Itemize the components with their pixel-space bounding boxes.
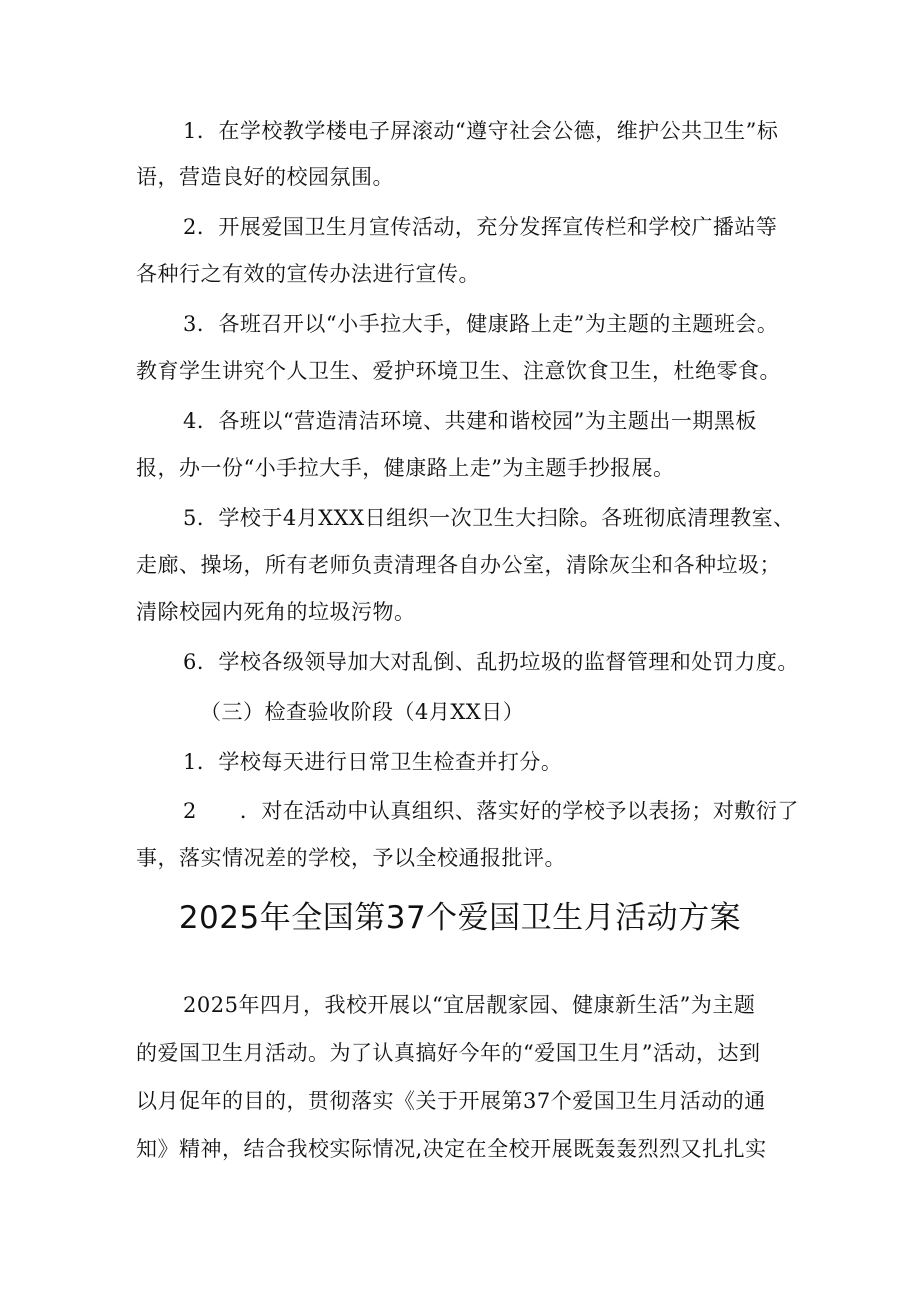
intro-line-3: 以月促年的目的，贯彻落实《关于开展第37个爱国卫生月活动的通 xyxy=(136,1089,766,1113)
check-item-2-line-2: 事，落实情况差的学校，予以全校通报批评。 xyxy=(136,846,566,870)
intro-line-1: 2025年四月，我校开展以“宜居靓家园、健康新生活”为主题 xyxy=(183,993,756,1017)
item-3-line-1: 3．各班召开以“小手拉大手，健康路上走”为主题的主题班会。 xyxy=(183,312,779,336)
item-1-line-2: 语，营造良好的校园氛围。 xyxy=(136,165,394,189)
document-title: 2025年全国第37个爱国卫生月活动方案 xyxy=(178,900,742,936)
item-5-line-3: 清除校园内死角的垃圾污物。 xyxy=(136,600,416,624)
item-5-line-1: 5．学校于4月XXX日组织一次卫生大扫除。各班彻底清理教室、 xyxy=(183,506,795,530)
item-2-line-1: 2．开展爱国卫生月宣传活动，充分发挥宣传栏和学校广播站等 xyxy=(183,215,778,239)
item-4-line-1: 4．各班以“营造清洁环境、共建和谐校园”为主题出一期黑板 xyxy=(183,409,757,433)
check-item-2-line-1: 2 ．对在活动中认真组织、落实好的学校予以表扬；对敷衍了 xyxy=(183,799,799,823)
item-6-line-1: 6．学校各级领导加大对乱倒、乱扔垃圾的监督管理和处罚力度。 xyxy=(183,650,799,674)
item-4-line-2: 报，办一份“小手拉大手，健康路上走”为主题手抄报展。 xyxy=(136,456,675,480)
item-1-line-1: 1．在学校教学楼电子屏滚动“遵守社会公德，维护公共卫生”标 xyxy=(183,119,779,143)
item-5-line-2: 走廊、操场，所有老师负责清理各自办公室，清除灰尘和各种垃圾； xyxy=(136,553,781,577)
intro-line-4: 知》精神，结合我校实际情况,决定在全校开展既轰轰烈烈又扎扎实 xyxy=(136,1137,767,1161)
check-item-1: 1．学校每天进行日常卫生检查并打分。 xyxy=(183,750,563,774)
item-2-line-2: 各种行之有效的宣传办法进行宣传。 xyxy=(136,262,480,286)
intro-line-2: 的爱国卫生月活动。为了认真搞好今年的“爱国卫生月”活动，达到 xyxy=(136,1041,761,1065)
item-3-line-2: 教育学生讲究个人卫生、爱护环境卫生、注意饮食卫生，杜绝零食。 xyxy=(136,359,781,383)
section-heading: （三）检查验收阶段（4月XX日） xyxy=(200,700,525,724)
